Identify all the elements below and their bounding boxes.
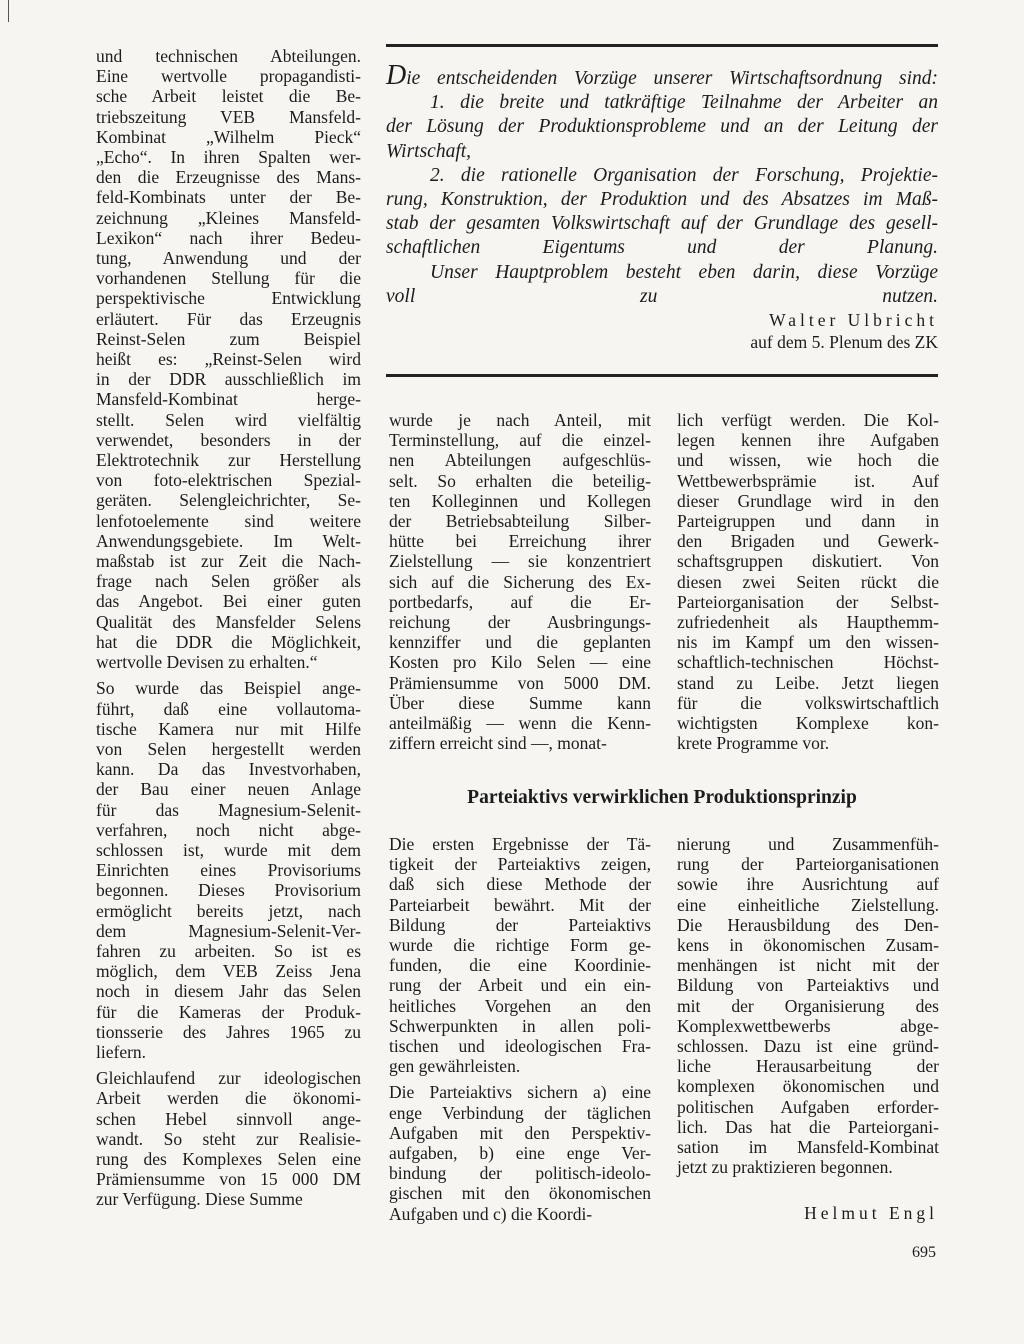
text-line: Komplexwettbewerbs abge- <box>677 1015 939 1036</box>
text-line: rung der Arbeit und ein ein- <box>389 975 651 996</box>
text-line: von Selen hergestellt werden <box>96 738 361 759</box>
text-line: wertvolle Devisen zu erhalten.“ <box>96 652 318 673</box>
text-line: wurde die richtige Form ge- <box>389 935 651 956</box>
text-line: menhängen ist nicht mit der <box>677 955 939 976</box>
text-line: schlossen ist, wurde mit dem <box>96 839 361 860</box>
text-line: begonnen. Dieses Provisorium <box>96 880 361 901</box>
quote-source: auf dem 5. Plenum des ZK <box>750 332 938 352</box>
text-line: der Betriebsabteilung Silber- <box>389 511 651 532</box>
text-line: noch in diesem Jahr das Selen <box>96 981 361 1002</box>
text-line: zufriedenheit als Haupthemm- <box>677 612 939 633</box>
paragraph-col4 <box>389 834 651 1076</box>
text-line: enge Verbindung der täglichen <box>389 1102 651 1123</box>
text-line: Wettbewerbsprämie ist. Auf <box>677 470 939 491</box>
text-line: maßstab ist zur Zeit die Nach- <box>96 551 361 572</box>
text-line: Über diese Summe kann <box>389 692 651 713</box>
text-line: erläutert. Für das Erzeugnis <box>96 308 361 329</box>
text-line: führt, daß eine vollautoma- <box>96 698 361 719</box>
text-line: sation im Mansfeld-Kombinat <box>677 1137 939 1158</box>
text-line: der Bau einer neuen Anlage <box>96 779 361 800</box>
text-line: für das Magnesium-Selenit- <box>96 799 361 820</box>
text-line: Terminstellung, auf die einzel- <box>389 430 651 451</box>
text-line: ten Kolleginnen und Kollegen <box>389 490 651 511</box>
text-line: ziffern erreicht sind —, monat- <box>389 733 607 754</box>
text-line: Qualität des Mansfelder Selens <box>96 611 361 632</box>
text-line: lich. Das hat die Parteiorgani- <box>677 1116 939 1137</box>
text-line: fahren zu arbeiten. So ist es <box>96 940 361 961</box>
text-line: Parteigruppen und dann in <box>677 511 939 532</box>
text-line: stand zu Leibe. Jetzt liegen <box>677 672 939 693</box>
text-line: das Angebot. Bei einer guten <box>96 591 361 612</box>
text-line: jetzt zu praktizieren begonnen. <box>677 1157 893 1178</box>
text-line: frage nach Selen größer als <box>96 571 361 592</box>
text-line: kann. Da das Investvorhaben, <box>96 759 361 780</box>
text-line: dieser Grundlage wird in den <box>677 490 939 511</box>
text-line: Einrichten eines Provisoriums <box>96 860 361 881</box>
text-line: in der DDR ausschließlich im <box>96 369 361 390</box>
text-line: kens in ökonomischen Zusam- <box>677 935 939 956</box>
quote-line <box>386 60 938 91</box>
text-line: Mansfeld-Kombinat herge- <box>96 389 361 410</box>
text-line: kennziffer und die geplanten <box>389 632 651 653</box>
text-line: Kombinat „Wilhelm Pieck“ <box>96 126 361 147</box>
text-line: dem Magnesium-Selenit-Ver- <box>96 920 361 941</box>
text-line: schaftsgruppen diskutiert. Von <box>677 551 939 572</box>
text-line: Parteiorganisation der Selbst- <box>677 591 939 612</box>
text-line: krete Programme vor. <box>677 733 830 754</box>
text-line: sowie ihre Ausrichtung auf <box>677 874 939 895</box>
text-line: sich auf die Sicherung des Ex- <box>389 571 651 592</box>
text-line: funden, die eine Koordinie- <box>389 955 651 976</box>
text-line: eine einheitliche Zielstellung. <box>677 894 939 915</box>
text-line: wandt. So steht zur Realisie- <box>96 1128 361 1149</box>
text-line: schlossen. Dazu ist eine gründ- <box>677 1036 939 1057</box>
quote-line: Unser Hauptproblem besteht eben darin, diese Vorzüge <box>430 261 938 283</box>
text-line: und wissen, wie hoch die <box>677 450 939 471</box>
text-line: sche Arbeit leistet die Be- <box>96 86 361 107</box>
column-3 <box>677 410 939 753</box>
text-line: nis im Kampf um den wissen- <box>677 632 939 653</box>
quote-line: 1. die breite und tatkräftige Teilnahme der Arbeiter an <box>430 92 938 114</box>
text-line: rung des Komplexes Selen eine <box>96 1148 361 1169</box>
text-line: mit der Organisierung des <box>677 995 939 1016</box>
quote-line: 2. die rationelle Organisation der Forschung, Projektie- <box>430 164 938 186</box>
text-line: portbedarfs, auf die Er- <box>389 591 651 612</box>
text-line: den Brigaden und Gewerk- <box>677 531 939 552</box>
quote-line: stab der gesamten Volkswirtschaft auf der Grundlage des gesell- <box>386 213 938 235</box>
text-line: schaftlich-technischen Höchst- <box>677 652 939 673</box>
quote-bottom-rule <box>386 374 938 377</box>
text-line: den die Erzeugnisse des Mans- <box>96 167 361 188</box>
text-line: liefern. <box>96 1041 147 1062</box>
text-line: Parteiarbeit bewährt. Mit der <box>389 894 651 915</box>
column-1 <box>96 46 361 1210</box>
quote-line-text: ie entscheidenden Vorzüge unserer Wirtschaftsordnung sind: <box>406 68 938 89</box>
column-5 <box>677 834 939 1177</box>
text-line: wurde je nach Anteil, mit <box>389 410 651 430</box>
text-line: komplexen ökonomischen und <box>677 1076 939 1097</box>
text-line: gen gewährleisten. <box>389 1056 521 1077</box>
text-line: Schwerpunkten in allen poli- <box>389 1015 651 1036</box>
text-line: für die volkswirtschaftlich <box>677 692 939 713</box>
text-line: tionsserie des Jahres 1965 zu <box>96 1021 361 1042</box>
text-line: vorhandenen Stellung für die <box>96 268 361 289</box>
text-line: Arbeit werden die ökonomi- <box>96 1088 361 1109</box>
text-line: hütte bei Erreichung ihrer <box>389 531 651 552</box>
text-line: zeichnung „Kleines Mansfeld- <box>96 207 361 228</box>
text-line: politischen Aufgaben erforder- <box>677 1096 939 1117</box>
text-line: feld-Kombinats unter der Be- <box>96 187 361 208</box>
text-line: gischen mit den ökonomischen <box>389 1183 651 1204</box>
quote-attribution <box>750 309 938 353</box>
ulbricht-quote <box>386 60 938 309</box>
text-line: lenfotoelemente sind weitere <box>96 510 361 531</box>
quote-line: Wirtschaft, <box>386 140 472 162</box>
top-rule <box>386 44 938 47</box>
paragraph-3 <box>96 1068 361 1209</box>
quote-line: schaftlichen Eigentums und der Planung. <box>386 237 938 259</box>
quote-line: voll zu nutzen. <box>386 285 938 307</box>
text-line: perspektivische Entwicklung <box>96 288 361 309</box>
text-line: tische Kamera nur mit Hilfe <box>96 718 361 739</box>
text-line: reichung der Ausbringungs- <box>389 612 651 633</box>
quote-author: Walter Ulbricht <box>769 310 938 330</box>
text-line: Aufgaben und c) die Koordi- <box>389 1203 593 1224</box>
text-line: liche Herausarbeitung der <box>677 1056 939 1077</box>
text-line: heitliches Vorgehen an den <box>389 995 651 1016</box>
text-line: möglich, dem VEB Zeiss Jena <box>96 961 361 982</box>
text-line: Eine wertvolle propagandisti- <box>96 66 361 87</box>
text-line: triebszeitung VEB Mansfeld- <box>96 106 361 127</box>
text-line: Bildung der Parteiaktivs <box>389 914 651 935</box>
quote-line: der Lösung der Produktionsprobleme und an der Leitung der <box>386 116 938 138</box>
text-line: So wurde das Beispiel ange- <box>96 678 361 699</box>
paragraph-1 <box>96 46 361 672</box>
text-line: rung der Parteiorganisationen <box>677 854 939 875</box>
quote-initial: D <box>386 60 407 91</box>
section-heading: Parteiaktivs verwirklichen Produktionsprinzip <box>467 787 857 808</box>
text-line: Aufgaben mit den Perspektiv- <box>389 1122 651 1143</box>
text-line: verwendet, besonders in der <box>96 429 361 450</box>
text-line: stellt. Selen wird vielfältig <box>96 409 361 430</box>
column-4 <box>389 834 651 1224</box>
text-line: Prämiensumme von 15 000 DM <box>96 1169 361 1190</box>
text-line: von foto-elektrischen Spezial- <box>96 470 361 491</box>
text-line: Bildung von Parteiaktivs und <box>677 975 939 996</box>
text-line: „Echo“. In ihren Spalten wer- <box>96 147 361 168</box>
text-line: Die Parteiaktivs sichern a) eine <box>389 1082 651 1103</box>
text-line: Die ersten Ergebnisse der Tä- <box>389 834 651 854</box>
text-line: tischen und ideologischen Fra- <box>389 1036 651 1057</box>
paragraph-col5 <box>677 834 939 1177</box>
article-author: Helmut Engl <box>804 1203 938 1223</box>
text-line: legen kennen ihre Aufgaben <box>677 430 939 451</box>
text-line: lich verfügt werden. Die Kol- <box>677 410 939 430</box>
text-line: Elektrotechnik zur Herstellung <box>96 450 361 471</box>
text-line: bindung der politisch-ideolo- <box>389 1163 651 1184</box>
text-line: für die Kameras der Produk- <box>96 1001 361 1022</box>
column-2 <box>389 410 651 753</box>
text-line: Zielstellung — sie konzentriert <box>389 551 651 572</box>
text-line: zur Verfügung. Diese Summe <box>96 1189 303 1210</box>
page-number: 695 <box>912 1244 936 1261</box>
text-line: tung, Anwendung und der <box>96 248 361 269</box>
text-line: geräten. Selengleichrichter, Se- <box>96 490 361 511</box>
paragraph-2 <box>96 678 361 1062</box>
text-line: aufgaben, b) eine enge Ver- <box>389 1143 651 1164</box>
text-line: ermöglicht bereits jetzt, nach <box>96 900 361 921</box>
text-line: Reinst-Selen zum Beispiel <box>96 328 361 349</box>
text-line: daß sich diese Methode der <box>389 874 651 895</box>
text-line: tigkeit der Parteiaktivs zeigen, <box>389 854 651 875</box>
text-line: anteilmäßig — wenn die Kenn- <box>389 713 651 734</box>
text-line: Gleichlaufend zur ideologischen <box>96 1068 361 1089</box>
text-line: selt. So erhalten die beteilig- <box>389 470 651 491</box>
text-line: Anwendungsgebiete. Im Welt- <box>96 530 361 551</box>
text-line: verfahren, noch nicht abge- <box>96 819 361 840</box>
text-line: nen Abteilungen aufgeschlüs- <box>389 450 651 471</box>
text-line: schen Hebel sinnvoll ange- <box>96 1108 361 1129</box>
text-line: hat die DDR die Möglichkeit, <box>96 631 361 652</box>
text-line: und technischen Abteilungen. <box>96 46 361 66</box>
text-line: Die Herausbildung des Den- <box>677 914 939 935</box>
text-line: Kosten pro Kilo Selen — eine <box>389 652 651 673</box>
paragraph-col2 <box>389 410 651 753</box>
paragraph-col3 <box>677 410 939 753</box>
text-line: Lexikon“ nach ihrer Bedeu- <box>96 227 361 248</box>
text-line: heißt es: „Reinst-Selen wird <box>96 349 361 370</box>
scan-mark <box>8 0 9 22</box>
quote-line: rung, Konstruktion, der Produktion und des Absatzes im Maß- <box>386 189 938 211</box>
paragraph-col4b <box>389 1082 651 1223</box>
text-line: Prämiensumme von 5000 DM. <box>389 672 651 693</box>
text-line: wichtigsten Komplexe kon- <box>677 713 939 734</box>
text-line: diesen zwei Seiten rückt die <box>677 571 939 592</box>
text-line: nierung und Zusammenfüh- <box>677 834 939 854</box>
